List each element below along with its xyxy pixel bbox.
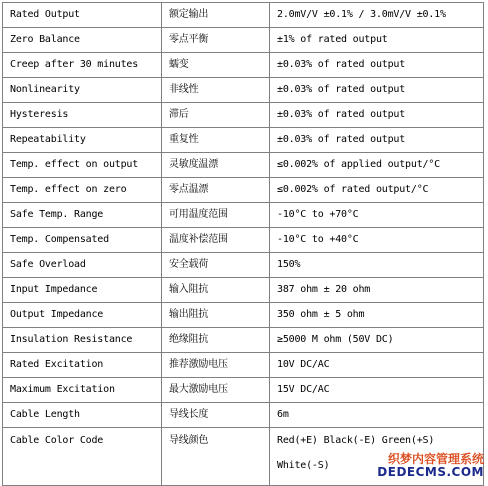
- param-name: Temp. effect on zero: [3, 178, 162, 203]
- param-name-cn: 温度补偿范围: [162, 228, 270, 253]
- param-name-cn: 导线颜色: [162, 428, 270, 486]
- param-name: Rated Output: [3, 3, 162, 28]
- param-value: 10V DC/AC: [270, 353, 484, 378]
- param-value: 387 ohm ± 20 ohm: [270, 278, 484, 303]
- param-name: Rated Excitation: [3, 353, 162, 378]
- table-row: [3, 353, 484, 378]
- table-row: [3, 78, 484, 103]
- param-name-cn: 输入阻抗: [162, 278, 270, 303]
- param-name-cn: 导线长度: [162, 403, 270, 428]
- param-name: Nonlinearity: [3, 78, 162, 103]
- table-row: [3, 3, 484, 28]
- table-row: [3, 153, 484, 178]
- table-row: [3, 28, 484, 53]
- param-name: Insulation Resistance: [3, 328, 162, 353]
- param-name-cn: 灵敏度温漂: [162, 153, 270, 178]
- param-value-line2: White(-S): [277, 460, 330, 471]
- param-name: Cable Length: [3, 403, 162, 428]
- param-name: Output Impedance: [3, 303, 162, 328]
- param-value: -10°C to +70°C: [270, 203, 484, 228]
- table-row: [3, 278, 484, 303]
- param-name-cn: 重复性: [162, 128, 270, 153]
- watermark-line2: DEDECMS.COM: [377, 465, 484, 479]
- param-name: Temp. effect on output: [3, 153, 162, 178]
- param-name-cn: 输出阻抗: [162, 303, 270, 328]
- param-name-cn: 安全载荷: [162, 253, 270, 278]
- table-row: [3, 53, 484, 78]
- table-row: [3, 253, 484, 278]
- param-name: Temp. Compensated: [3, 228, 162, 253]
- watermark: [377, 453, 484, 479]
- param-value: -10°C to +40°C: [270, 228, 484, 253]
- param-name: Maximum Excitation: [3, 378, 162, 403]
- param-name-cn: 非线性: [162, 78, 270, 103]
- param-name-cn: 推荐激励电压: [162, 353, 270, 378]
- param-name-cn: 零点平衡: [162, 28, 270, 53]
- table-row: [3, 403, 484, 428]
- param-value: 2.0mV/V ±0.1% / 3.0mV/V ±0.1%: [270, 3, 484, 28]
- param-name: Repeatability: [3, 128, 162, 153]
- table-row: [3, 303, 484, 328]
- table-row: [3, 203, 484, 228]
- param-value: ≤0.002% of applied output/°C: [270, 153, 484, 178]
- param-name: Zero Balance: [3, 28, 162, 53]
- param-value: ±0.03% of rated output: [270, 103, 484, 128]
- table-row: [3, 128, 484, 153]
- param-name-cn: 可用温度范围: [162, 203, 270, 228]
- table-row: [3, 103, 484, 128]
- param-name-cn: 额定输出: [162, 3, 270, 28]
- param-value-line1: Red(+E) Black(-E) Green(+S): [277, 435, 435, 446]
- param-value: ≤0.002% of rated output/°C: [270, 178, 484, 203]
- param-value: ±0.03% of rated output: [270, 128, 484, 153]
- watermark-line1: 织梦内容管理系统: [387, 452, 484, 466]
- param-name: Cable Color Code: [3, 428, 162, 486]
- param-name: Hysteresis: [3, 103, 162, 128]
- param-name: Creep after 30 minutes: [3, 53, 162, 78]
- param-name-cn: 绝缘阻抗: [162, 328, 270, 353]
- table-row: [3, 378, 484, 403]
- param-name: Safe Temp. Range: [3, 203, 162, 228]
- param-value: ±0.03% of rated output: [270, 78, 484, 103]
- param-value: 150%: [270, 253, 484, 278]
- param-value: 15V DC/AC: [270, 378, 484, 403]
- param-name-cn: 最大激励电压: [162, 378, 270, 403]
- param-value: ±1% of rated output: [270, 28, 484, 53]
- table-row: [3, 228, 484, 253]
- param-value: ±0.03% of rated output: [270, 53, 484, 78]
- param-name-cn: 滞后: [162, 103, 270, 128]
- param-name: Safe Overload: [3, 253, 162, 278]
- param-name-cn: 零点温漂: [162, 178, 270, 203]
- param-value: 350 ohm ± 5 ohm: [270, 303, 484, 328]
- param-value: 6m: [270, 403, 484, 428]
- table-row: [3, 178, 484, 203]
- spec-table-body: [3, 3, 484, 486]
- table-row: [3, 328, 484, 353]
- param-name-cn: 蠕变: [162, 53, 270, 78]
- param-name: Input Impedance: [3, 278, 162, 303]
- spec-table: [2, 2, 484, 486]
- param-value: ≥5000 M ohm (50V DC): [270, 328, 484, 353]
